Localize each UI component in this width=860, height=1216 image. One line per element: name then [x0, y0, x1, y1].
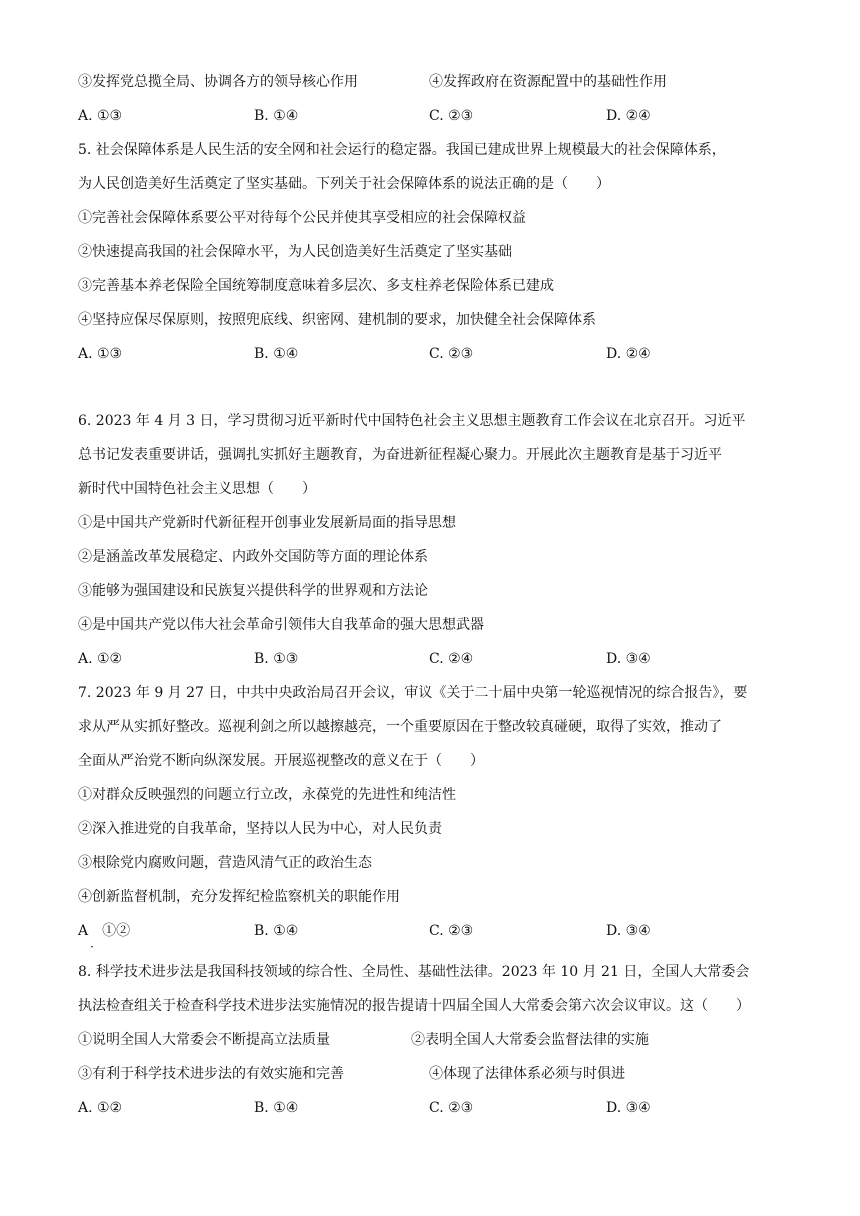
- q6-option-c: C. ②④: [429, 651, 474, 667]
- q5-statement-3: ③完善基本养老保险全国统筹制度意味着多层次、多支柱养老保险体系已建成: [78, 278, 554, 294]
- q6-statement-1: ①是中国共产党新时代新征程开创事业发展新局面的指导思想: [78, 515, 456, 531]
- q5-option-d: D. ②④: [606, 346, 651, 362]
- q8-statement-4: ④体现了法律体系必须与时俱进: [429, 1066, 625, 1082]
- q6-option-a: A. ①②: [78, 651, 123, 667]
- q5-statement-1: ①完善社会保障体系要公平对待每个公民并使其享受相应的社会保障权益: [78, 210, 526, 226]
- q6-stem-line-2: 总书记发表重要讲话，强调扎实抓好主题教育，为奋进新征程凝心聚力。开展此次主题教育是基于习近平: [78, 447, 722, 463]
- q4-statement-4: ④发挥政府在资源配置中的基础性作用: [429, 74, 667, 90]
- q7-option-a: A ①②: [78, 923, 131, 939]
- q8-statement-1: ①说明全国人大常委会不断提高立法质量: [78, 1032, 330, 1048]
- q6-option-b: B. ①③: [254, 651, 299, 667]
- q5-option-c: C. ②③: [429, 346, 474, 362]
- q5-statement-4: ④坚持应保尽保原则，按照兜底线、织密网、建机制的要求，加快健全社会保障体系: [78, 312, 596, 328]
- q8-option-c: C. ②③: [429, 1100, 474, 1116]
- q5-option-b: B. ①④: [254, 346, 299, 362]
- q4-option-a: A. ①③: [78, 108, 123, 124]
- q4-option-b: B. ①④: [254, 108, 299, 124]
- q7-stem-line-2: 求从严从实抓好整改。巡视利剑之所以越擦越亮，一个重要原因在于整改较真碰硬，取得了实效，推动了: [78, 719, 722, 735]
- q7-option-d: D. ③④: [606, 923, 651, 939]
- q5-stem-line-1: 5. 社会保障体系是人民生活的安全网和社会运行的稳定器。我国已建成世界上规模最大的社会保障体系，: [78, 142, 726, 158]
- q7-statement-2: ②深入推进党的自我革命，坚持以人民为中心，对人民负责: [78, 821, 442, 837]
- q5-option-a: A. ①③: [78, 346, 123, 362]
- q6-stem-line-1: 6. 2023 年 4 月 3 日，学习贯彻习近平新时代中国特色社会主义思想主题教育工作会议在北京召开。习近平: [78, 413, 746, 429]
- q4-statement-3: ③发挥党总揽全局、协调各方的领导核心作用: [78, 74, 358, 90]
- q6-statement-2: ②是涵盖改革发展稳定、内政外交国防等方面的理论体系: [78, 549, 428, 565]
- q8-statement-2: ②表明全国人大常委会监督法律的实施: [411, 1032, 649, 1048]
- q4-option-d: D. ②④: [606, 108, 651, 124]
- q5-statement-2: ②快速提高我国的社会保障水平，为人民创造美好生活奠定了坚实基础: [78, 244, 512, 260]
- q7-statement-4: ④创新监督机制，充分发挥纪检监察机关的职能作用: [78, 889, 400, 905]
- q7-statement-1: ①对群众反映强烈的问题立行立改，永葆党的先进性和纯洁性: [78, 787, 456, 803]
- q8-statement-3: ③有利于科学技术进步法的有效实施和完善: [78, 1066, 344, 1082]
- q4-option-c: C. ②③: [429, 108, 474, 124]
- q6-statement-3: ③能够为强国建设和民族复兴提供科学的世界观和方法论: [78, 583, 428, 599]
- q7-stem-line-1: 7. 2023 年 9 月 27 日，中共中央政治局召开会议，审议《关于二十届中央第一轮巡视情况的综合报告》，要: [78, 685, 748, 701]
- q8-stem-line-2: 执法检查组关于检查科学技术进步法实施情况的报告提请十四届全国人大常委会第六次会议审议。这（ ）: [78, 998, 750, 1014]
- q6-option-d: D. ③④: [606, 651, 651, 667]
- q8-option-d: D. ③④: [606, 1100, 651, 1116]
- q5-stem-line-2: 为人民创造美好生活奠定了坚实基础。下列关于社会保障体系的说法正确的是（ ）: [78, 176, 610, 192]
- q8-option-a: A. ①②: [78, 1100, 123, 1116]
- q8-option-b: B. ①④: [254, 1100, 299, 1116]
- q7-stem-line-3: 全面从严治党不断向纵深发展。开展巡视整改的意义在于（ ）: [78, 753, 484, 769]
- q7-option-c: C. ②③: [429, 923, 474, 939]
- q6-stem-line-3: 新时代中国特色社会主义思想（ ）: [78, 481, 316, 497]
- q6-statement-4: ④是中国共产党以伟大社会革命引领伟大自我革命的强大思想武器: [78, 617, 484, 633]
- q7-statement-3: ③根除党内腐败问题，营造风清气正的政治生态: [78, 855, 372, 871]
- q8-stem-line-1: 8. 科学技术进步法是我国科技领域的综合性、全局性、基础性法律。2023 年 10 月 21 日，全国人大常委会: [78, 964, 750, 980]
- stray-dot: ·: [90, 940, 94, 954]
- q7-option-b: B. ①④: [254, 923, 299, 939]
